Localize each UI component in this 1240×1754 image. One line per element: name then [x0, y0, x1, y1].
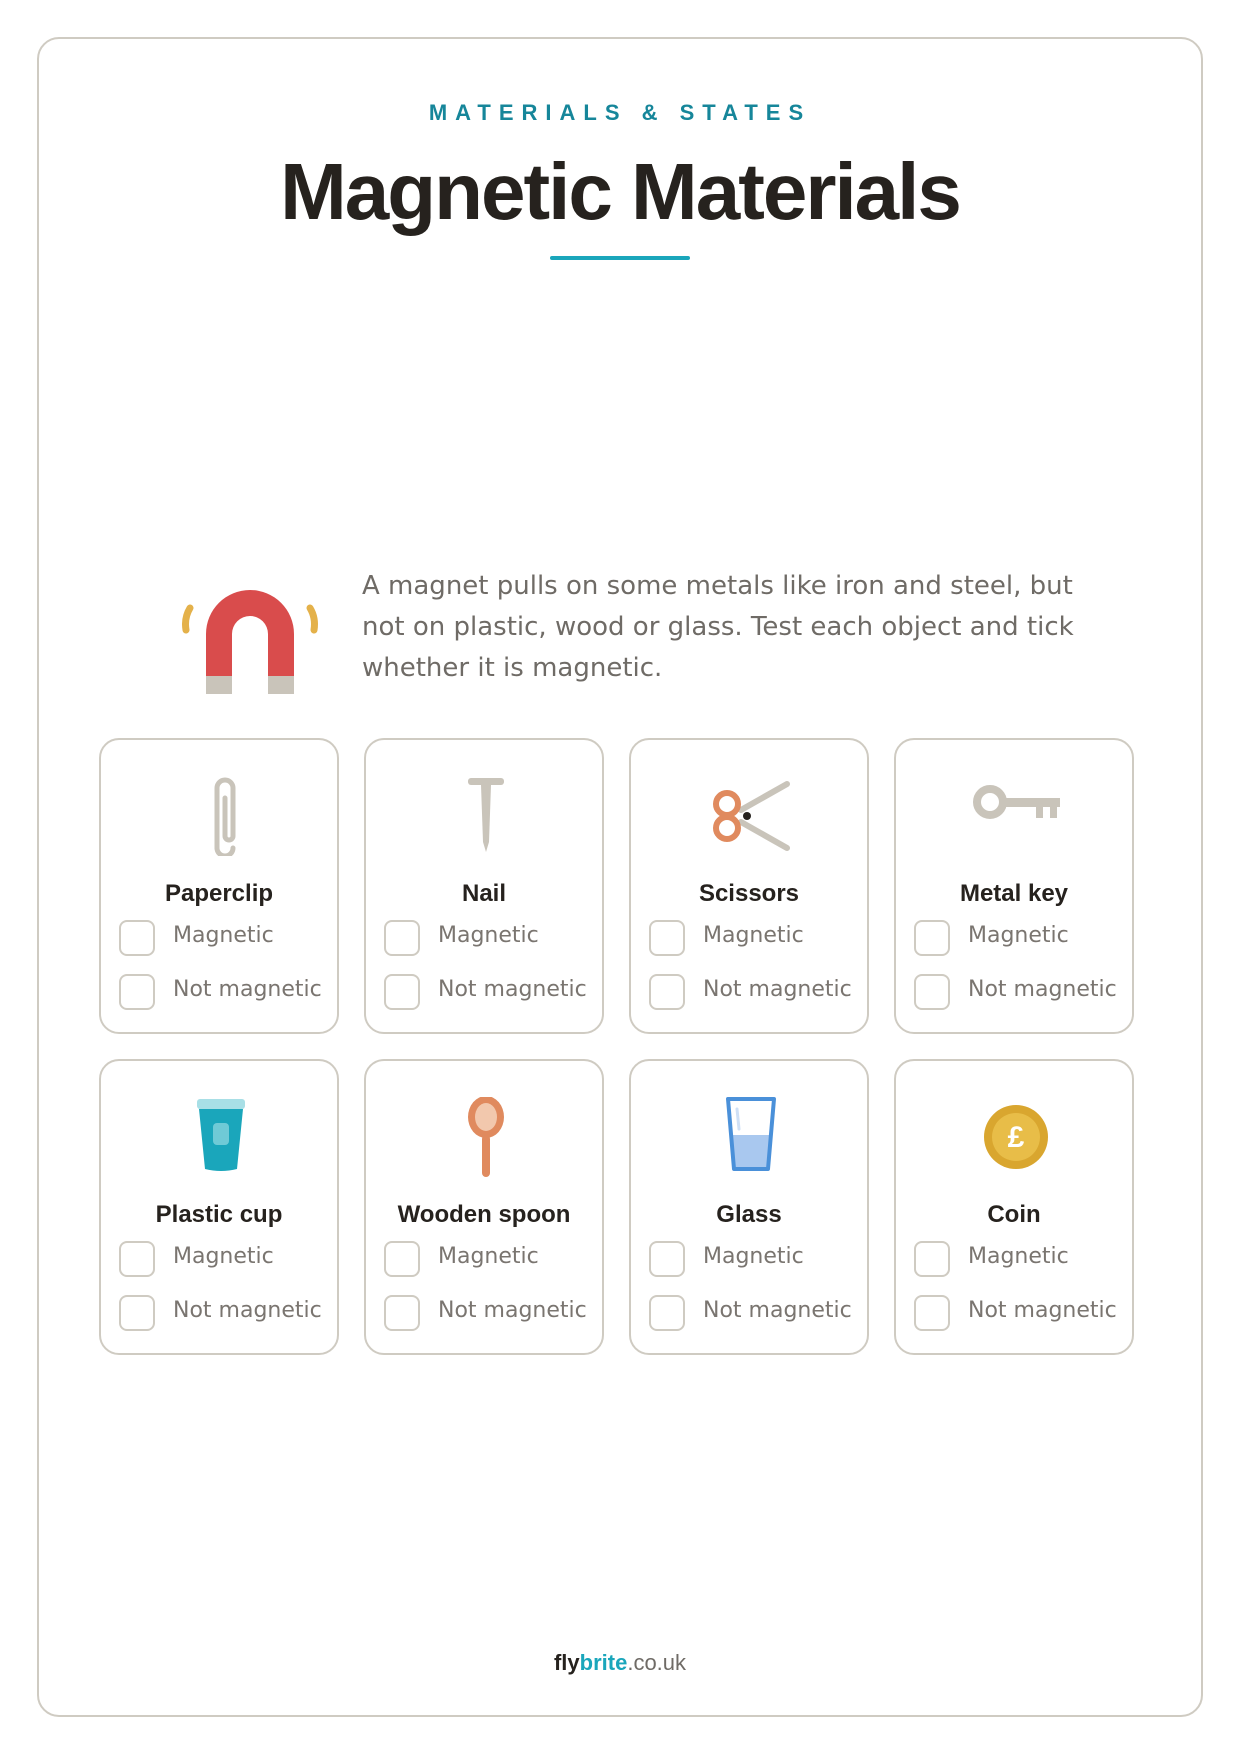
paperclip-icon	[171, 776, 271, 856]
item-name: Scissors	[698, 880, 800, 907]
option-label: Magnetic	[173, 1244, 274, 1269]
item-name: Paperclip	[164, 880, 274, 907]
item-card-coin	[894, 1059, 1134, 1355]
brand-domain: .co.uk	[627, 1650, 687, 1675]
option-magnetic[interactable]	[649, 920, 869, 960]
option-not-magnetic[interactable]	[384, 974, 604, 1014]
checkbox[interactable]	[384, 974, 420, 1010]
checkbox[interactable]	[914, 1295, 950, 1331]
option-label: Not magnetic	[173, 1298, 322, 1323]
brand-part-brite: brite	[579, 1650, 628, 1675]
option-magnetic[interactable]	[384, 920, 604, 960]
page-kicker: MATERIALS & STATES	[428, 100, 812, 125]
checkbox[interactable]	[119, 920, 155, 956]
coin-symbol: £	[1007, 1121, 1025, 1154]
checkbox[interactable]	[649, 974, 685, 1010]
item-name: Metal key	[959, 880, 1069, 907]
option-magnetic[interactable]	[649, 1241, 869, 1281]
option-label: Magnetic	[703, 923, 804, 948]
option-label: Magnetic	[438, 1244, 539, 1269]
option-label: Magnetic	[173, 923, 274, 948]
option-not-magnetic[interactable]	[649, 1295, 869, 1335]
checkbox[interactable]	[649, 1295, 685, 1331]
item-card-metal-key	[894, 738, 1134, 1034]
coin-icon	[966, 1097, 1066, 1177]
checkbox[interactable]	[119, 974, 155, 1010]
title-underline	[550, 256, 690, 260]
option-not-magnetic[interactable]	[649, 974, 869, 1014]
item-card-paperclip	[99, 738, 339, 1034]
option-label: Not magnetic	[703, 977, 852, 1002]
wooden-spoon-icon	[436, 1097, 536, 1177]
checkbox[interactable]	[384, 1295, 420, 1331]
checkbox[interactable]	[914, 974, 950, 1010]
intro-text: A magnet pulls on some metals like iron and steel, but not on plastic, wood or glass. Test each object and tick whether it is magnetic.	[362, 571, 1074, 683]
scissors-icon	[701, 776, 801, 856]
checkbox[interactable]	[119, 1241, 155, 1277]
option-not-magnetic[interactable]	[119, 974, 339, 1014]
option-label: Not magnetic	[438, 1298, 587, 1323]
option-label: Magnetic	[968, 923, 1069, 948]
item-card-wooden-spoon	[364, 1059, 604, 1355]
horseshoe-magnet-icon	[182, 574, 332, 704]
option-label: Not magnetic	[438, 977, 587, 1002]
option-label: Magnetic	[968, 1244, 1069, 1269]
item-card-plastic-cup	[99, 1059, 339, 1355]
item-name: Wooden spoon	[397, 1201, 571, 1228]
brand-part-fly: fly	[553, 1650, 580, 1675]
item-name: Nail	[461, 880, 506, 907]
glass-icon	[701, 1097, 801, 1177]
checkbox[interactable]	[119, 1295, 155, 1331]
checkbox[interactable]	[649, 920, 685, 956]
option-label: Not magnetic	[703, 1298, 852, 1323]
item-card-scissors	[629, 738, 869, 1034]
option-label: Magnetic	[438, 923, 539, 948]
item-name: Coin	[987, 1201, 1041, 1228]
item-card-nail	[364, 738, 604, 1034]
item-name: Plastic cup	[155, 1201, 283, 1228]
option-magnetic[interactable]	[914, 1241, 1134, 1281]
checkbox[interactable]	[914, 920, 950, 956]
item-card-glass	[629, 1059, 869, 1355]
key-icon	[966, 776, 1066, 856]
option-not-magnetic[interactable]	[914, 1295, 1134, 1335]
option-label: Magnetic	[703, 1244, 804, 1269]
option-magnetic[interactable]	[914, 920, 1134, 960]
nail-icon	[436, 776, 536, 856]
option-magnetic[interactable]	[119, 920, 339, 960]
checkbox[interactable]	[384, 1241, 420, 1277]
option-label: Not magnetic	[968, 977, 1117, 1002]
item-name: Glass	[716, 1201, 782, 1228]
footer-brand	[0, 1650, 1240, 1676]
checkbox[interactable]	[914, 1241, 950, 1277]
option-magnetic[interactable]	[384, 1241, 604, 1281]
option-magnetic[interactable]	[119, 1241, 339, 1281]
checkbox[interactable]	[384, 920, 420, 956]
option-not-magnetic[interactable]	[914, 974, 1134, 1014]
option-label: Not magnetic	[968, 1298, 1117, 1323]
option-label: Not magnetic	[173, 977, 322, 1002]
checkbox[interactable]	[649, 1241, 685, 1277]
option-not-magnetic[interactable]	[119, 1295, 339, 1335]
option-not-magnetic[interactable]	[384, 1295, 604, 1335]
page-title: Magnetic Materials	[280, 147, 960, 236]
plastic-cup-icon	[171, 1097, 271, 1177]
